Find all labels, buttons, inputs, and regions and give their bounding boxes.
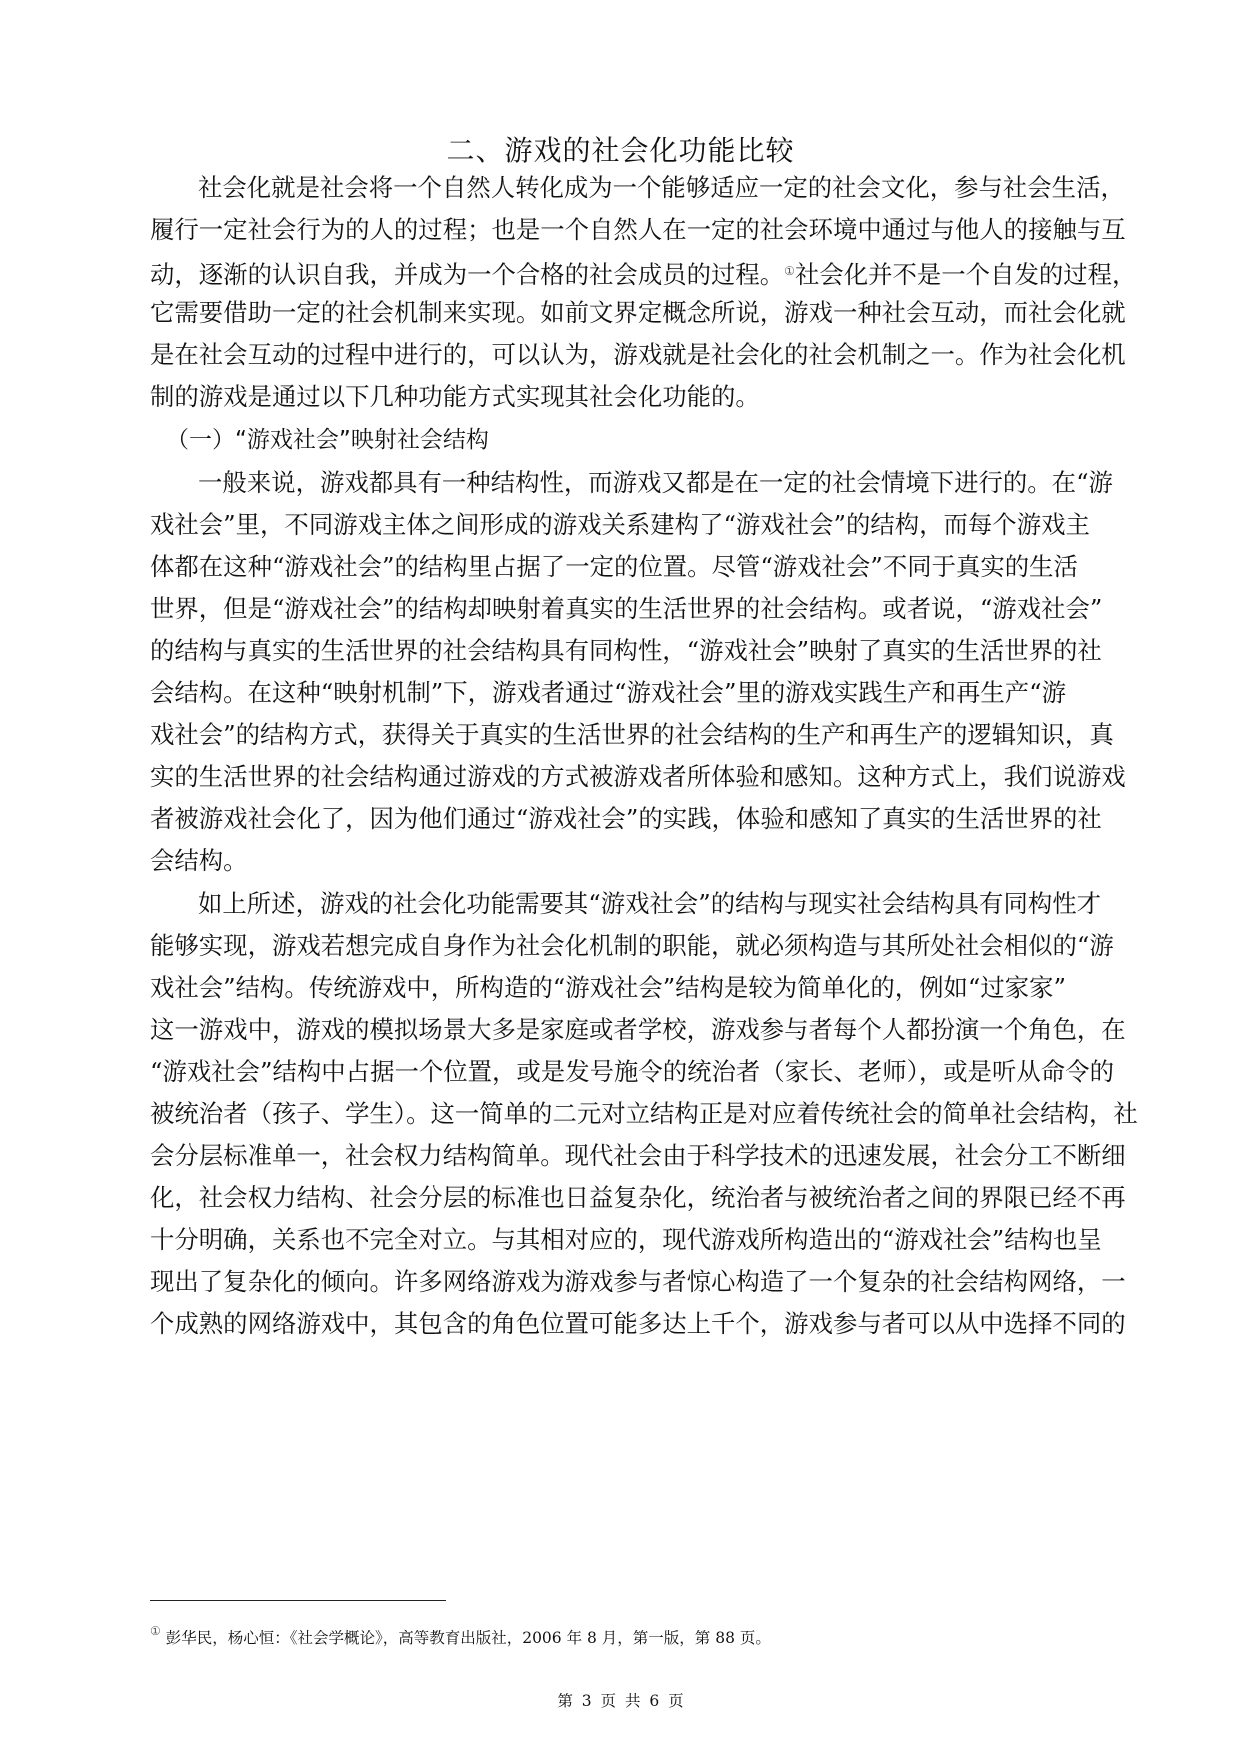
section-title: 二、游戏的社会化功能比较 <box>446 134 795 167</box>
subheading: （一）“游戏社会”映射社会结构 <box>166 427 489 453</box>
paragraph-line: 被统治者（孩子、学生）。这一简单的二元对立结构正是对应着传统社会的简单社会结构，社 <box>150 1099 1138 1128</box>
paragraph-line: “游戏社会”结构中占据一个位置，或是发号施令的统治者（家长、老师），或是听从命令的 <box>150 1057 1114 1086</box>
paragraph-line <box>150 251 1137 291</box>
paragraph-line: 制的游戏是通过以下几种功能方式实现其社会化功能的。 <box>150 382 760 411</box>
paragraph-line: 戏社会”结构。传统游戏中，所构造的“游戏社会”结构是较为简单化的，例如“过家家” <box>150 973 1067 1002</box>
paragraph-text: 社会化并不是一个自发的过程， <box>794 260 1137 289</box>
paragraph-line: 如上所述，游戏的社会化功能需要其“游戏社会”的结构与现实社会结构具有同构性才 <box>198 889 1102 918</box>
paragraph-line: 戏社会”的结构方式，获得关于真实的生活世界的社会结构的生产和再生产的逻辑知识，真 <box>150 720 1114 749</box>
footnote <box>150 1618 771 1647</box>
paragraph-line: 世界，但是“游戏社会”的结构却映射着真实的生活世界的社会结构。或者说，“游戏社会” <box>150 594 1103 623</box>
paragraph-line: 的结构与真实的生活世界的社会结构具有同构性，“游戏社会”映射了真实的生活世界的社 <box>150 636 1102 665</box>
paragraph-line: 会结构。 <box>150 846 248 875</box>
footnote-marker: ① <box>150 1624 161 1638</box>
paragraph-line: 是在社会互动的过程中进行的，可以认为，游戏就是社会化的社会机制之一。作为社会化机 <box>150 340 1126 369</box>
paragraph-line: 会结构。在这种“映射机制”下，游戏者通过“游戏社会”里的游戏实践生产和再生产“游 <box>150 678 1067 707</box>
footnote-reference[interactable]: ① <box>784 264 795 278</box>
paragraph-line: 一般来说，游戏都具有一种结构性，而游戏又都是在一定的社会情境下进行的。在“游 <box>198 468 1113 497</box>
paragraph-line: 个成熟的网络游戏中，其包含的角色位置可能多达上千个，游戏参与者可以从中选择不同的 <box>150 1309 1126 1338</box>
paragraph-line: 社会化就是社会将一个自然人转化成为一个能够适应一定的社会文化，参与社会生活， <box>198 173 1125 202</box>
paragraph-text: 动，逐渐的认识自我，并成为一个合格的社会成员的过程。 <box>150 260 785 289</box>
page-number: 第 3 页 共 6 页 <box>557 1692 684 1710</box>
paragraph-line: 十分明确，关系也不完全对立。与其相对应的，现代游戏所构造出的“游戏社会”结构也呈 <box>150 1225 1102 1254</box>
paragraph-line: 体都在这种“游戏社会”的结构里占据了一定的位置。尽管“游戏社会”不同于真实的生活 <box>150 552 1078 581</box>
paragraph-line: 这一游戏中，游戏的模拟场景大多是家庭或者学校，游戏参与者每个人都扮演一个角色，在 <box>150 1015 1126 1044</box>
footnote-divider <box>150 1600 446 1601</box>
paragraph-line: 它需要借助一定的社会机制来实现。如前文界定概念所说，游戏一种社会互动，而社会化就 <box>150 298 1126 327</box>
paragraph-line: 履行一定社会行为的人的过程；也是一个自然人在一定的社会环境中通过与他人的接触与互 <box>150 215 1126 244</box>
paragraph-line: 化，社会权力结构、社会分层的标准也日益复杂化，统治者与被统治者之间的界限已经不再 <box>150 1183 1126 1212</box>
paragraph-line: 者被游戏社会化了，因为他们通过“游戏社会”的实践，体验和感知了真实的生活世界的社 <box>150 804 1102 833</box>
paragraph-line: 戏社会”里，不同游戏主体之间形成的游戏关系建构了“游戏社会”的结构，而每个游戏主 <box>150 510 1090 539</box>
paragraph-line: 现出了复杂化的倾向。许多网络游戏为游戏参与者惊心构造了一个复杂的社会结构网络，一 <box>150 1267 1126 1296</box>
paragraph-line: 会分层标准单一，社会权力结构简单。现代社会由于科学技术的迅速发展，社会分工不断细 <box>150 1141 1126 1170</box>
paragraph-line: 实的生活世界的社会结构通过游戏的方式被游戏者所体验和感知。这种方式上，我们说游戏 <box>150 762 1126 791</box>
footnote-text: 彭华民，杨心恒：《社会学概论》，高等教育出版社，2006 年 8 月，第一版，第 88 页。 <box>165 1629 771 1647</box>
paragraph-line: 能够实现，游戏若想完成自身作为社会化机制的职能，就必须构造与其所处社会相似的“游 <box>150 931 1114 960</box>
